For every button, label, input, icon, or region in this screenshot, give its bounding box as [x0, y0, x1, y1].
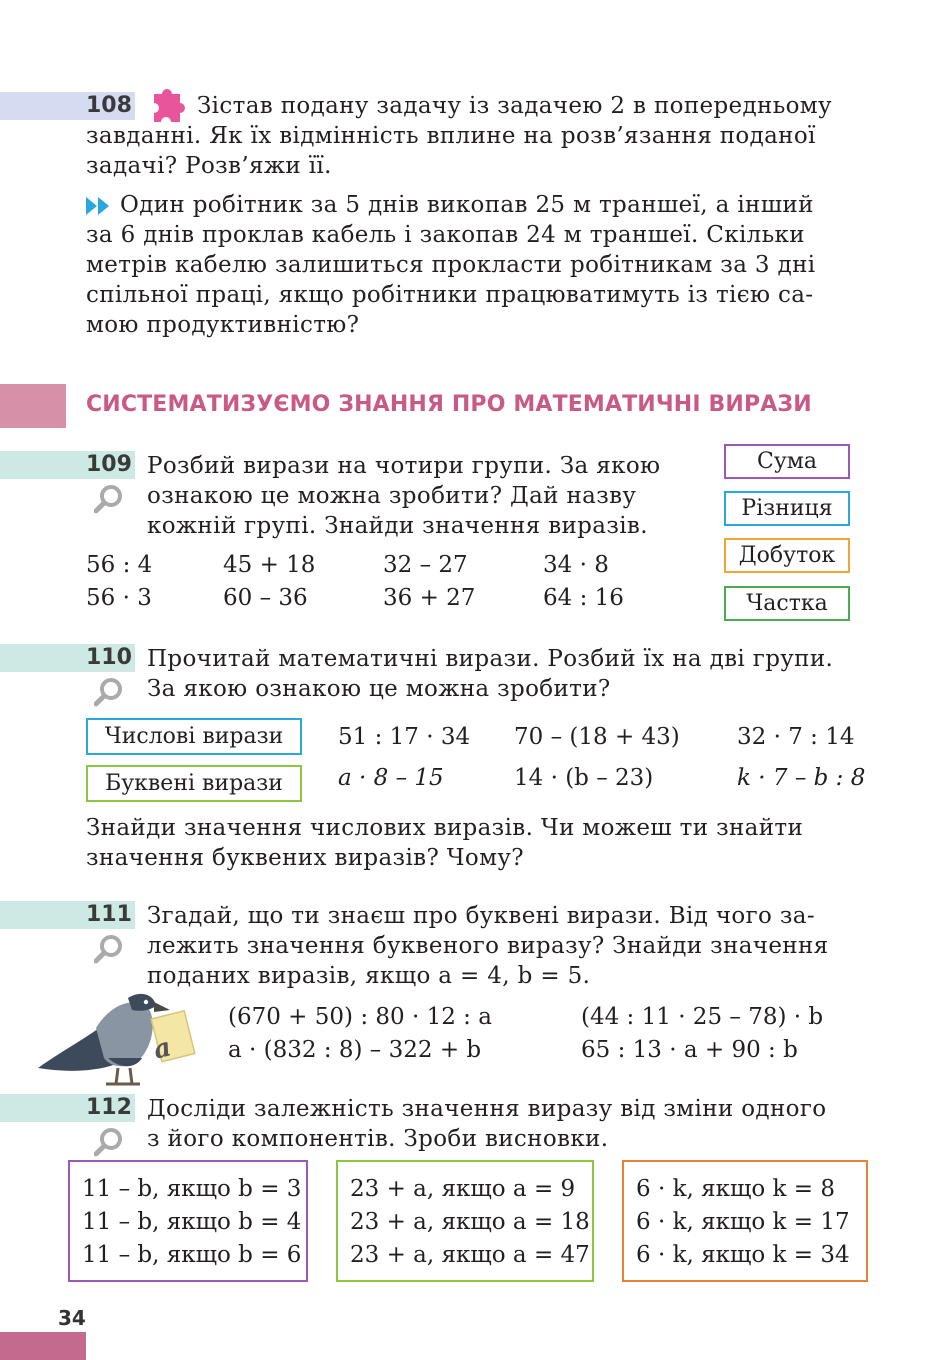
- box-2-row: 23 + a, якщо a = 47: [350, 1242, 590, 1268]
- group-box-quotient: Частка: [724, 586, 850, 621]
- task-111-line-2: лежить значення буквеного виразу? Знайди значення: [147, 933, 829, 959]
- task-112-line-2: з його компонентів. Зроби висновки.: [147, 1126, 609, 1152]
- page-number: 34: [58, 1306, 86, 1330]
- letter-expression: a · 8 – 15: [338, 765, 444, 791]
- expression: 56 : 4: [86, 552, 153, 578]
- expression: 64 : 16: [543, 585, 624, 611]
- box-3-row: 6 · k, якщо k = 34: [636, 1242, 850, 1268]
- task-111-line-1: Згадай, що ти знаєш про буквені вирази. Від чого за-: [147, 903, 815, 929]
- letter-expressions-box: Буквені вирази: [86, 765, 302, 802]
- crow-illustration: [36, 988, 196, 1088]
- expression: 56 · 3: [86, 585, 152, 611]
- box-3-row: 6 · k, якщо k = 17: [636, 1209, 850, 1235]
- task-110-line-1: Прочитай математичні вирази. Розбий їх на дві групи.: [147, 646, 834, 672]
- expression: 32 – 27: [383, 552, 468, 578]
- section-title: СИСТЕМАТИЗУЄМО ЗНАННЯ ПРО МАТЕМАТИЧНІ ВИРАЗИ: [86, 392, 812, 417]
- expression: 36 + 27: [383, 585, 476, 611]
- task-108-line-2: завданні. Як їх відмінність вплине на розв’язання поданої: [86, 123, 816, 149]
- task-112-line-1: Досліди залежність значення виразу від зміни одного: [147, 1096, 827, 1122]
- task-109-line-2: ознакою це можна зробити? Дай назву: [147, 483, 637, 509]
- task-109-line-3: кожній групі. Знайди значення виразів.: [147, 513, 648, 539]
- expression: 34 · 8: [543, 552, 609, 578]
- double-arrow-icon: [86, 196, 112, 216]
- group-box-sum: Сума: [724, 444, 850, 479]
- magnifier-icon: [94, 934, 124, 964]
- expression: (44 : 11 · 25 – 78) · b: [581, 1004, 824, 1030]
- section-band: [0, 384, 66, 428]
- task-108-problem-line-5: мою продуктивністю?: [86, 312, 360, 338]
- puzzle-icon: [146, 86, 190, 126]
- box-1-row: 11 – b, якщо b = 3: [82, 1176, 302, 1202]
- task-111-line-3: поданих виразів, якщо a = 4, b = 5.: [147, 963, 591, 989]
- task-108-problem-line-2: за 6 днів проклав кабель і закопав 24 м траншеї. Скільки: [86, 222, 805, 248]
- group-box-difference: Різниця: [724, 491, 850, 526]
- letter-expression: k · 7 – b : 8: [737, 765, 866, 791]
- box-1-row: 11 – b, якщо b = 6: [82, 1242, 302, 1268]
- box-3-row: 6 · k, якщо k = 8: [636, 1176, 836, 1202]
- letter-card-label: a: [150, 1032, 175, 1066]
- box-2-row: 23 + a, якщо a = 9: [350, 1176, 576, 1202]
- task-110-after-line-2: значення буквених виразів? Чому?: [86, 845, 524, 871]
- numeric-expressions-box: Числові вирази: [86, 718, 302, 755]
- task-number: 112: [86, 1095, 132, 1120]
- task-108-problem-line-4: спільної праці, якщо робітники працюватимуть із тією са-: [86, 282, 814, 308]
- box-1-row: 11 – b, якщо b = 4: [82, 1209, 302, 1235]
- task-109-line-1: Розбий вирази на чотири групи. За якою: [147, 453, 661, 479]
- numeric-expression: 32 · 7 : 14: [737, 724, 855, 750]
- task-number: 108: [86, 93, 132, 118]
- expression: 45 + 18: [223, 552, 316, 578]
- task-number: 110: [86, 645, 132, 670]
- task-108-line-1: Зістав подану задачу із задачею 2 в попередньому: [197, 93, 832, 119]
- magnifier-icon: [94, 484, 124, 514]
- expression: 60 – 36: [223, 585, 308, 611]
- task-108-problem-line-1: Один робітник за 5 днів викопав 25 м траншеї, а інший: [120, 192, 814, 218]
- letter-expression: 14 · (b – 23): [514, 765, 654, 791]
- expression: 65 : 13 · a + 90 : b: [581, 1037, 798, 1063]
- page-footer-band: [0, 1332, 86, 1360]
- task-110-after-line-1: Знайди значення числових виразів. Чи можеш ти знайти: [86, 815, 804, 841]
- group-box-product: Добуток: [724, 538, 850, 573]
- task-108-problem-line-3: метрів кабелю залишиться прокласти робітникам за 3 дні: [86, 252, 816, 278]
- numeric-expression: 70 – (18 + 43): [514, 724, 680, 750]
- expression: a · (832 : 8) – 322 + b: [228, 1037, 482, 1063]
- task-number: 109: [86, 452, 132, 477]
- expression: (670 + 50) : 80 · 12 : a: [228, 1004, 492, 1030]
- numeric-expression: 51 : 17 · 34: [338, 724, 471, 750]
- task-108-line-3: задачі? Розв’яжи її.: [86, 153, 332, 179]
- task-number: 111: [86, 902, 132, 927]
- box-2-row: 23 + a, якщо a = 18: [350, 1209, 590, 1235]
- magnifier-icon: [94, 1127, 124, 1157]
- task-110-line-2: За якою ознакою це можна зробити?: [147, 676, 611, 702]
- magnifier-icon: [94, 677, 124, 707]
